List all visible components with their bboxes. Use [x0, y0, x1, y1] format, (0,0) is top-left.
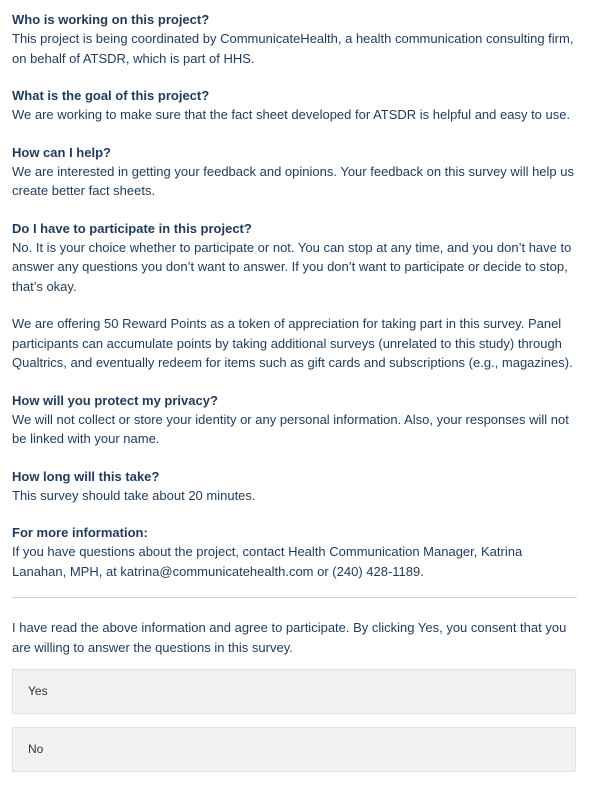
answer-text: This project is being coordinated by CommunicateHealth, a health communication consulting firm, on behalf of ATSDR, which is part of HHS. — [12, 31, 574, 66]
survey-info — [12, 10, 580, 599]
section-duration — [12, 467, 580, 506]
consent-question: I have read the above information and agree to participate. By clicking Yes, you consent that you are willing to answer the questions in this survey. — [12, 620, 567, 655]
section-help — [12, 143, 580, 201]
question-heading: How will you protect my privacy? — [12, 392, 218, 408]
question-heading: Do I have to participate in this project? — [12, 220, 252, 236]
answer-text: No. It is your choice whether to participate or not. You can stop at any time, and you don’t have to answer any questions you don’t want to answer. If you don’t want to participate or decide to stop, that’s okay. — [12, 239, 572, 294]
no-option-label: No — [28, 742, 44, 756]
section-goal — [12, 86, 580, 125]
divider — [12, 597, 577, 598]
yes-option-label: Yes — [28, 684, 48, 698]
question-heading: Who is working on this project? — [12, 12, 210, 27]
answer-text: We are interested in getting your feedback and opinions. Your feedback on this survey will help us create better fact sheets. — [12, 163, 574, 198]
section-who — [12, 10, 580, 68]
section-participate — [12, 219, 580, 373]
answer-text: This survey should take about 20 minutes. — [12, 487, 256, 503]
answer-text: We will not collect or store your identity or any personal information. Also, your responses will not be linked with your name. — [12, 411, 569, 446]
question-heading: How can I help? — [12, 144, 111, 160]
reward-points-text: We are offering 50 Reward Points as a token of appreciation for taking part in this survey. Panel participants can accumulate points by taking additional surveys (unrelated to this study) through Qualtrics, and eventually redeem for items such as gift cards and subscriptions (e.g., magazines). — [12, 316, 573, 370]
question-heading: For more information: — [12, 525, 148, 540]
no-option-button[interactable] — [12, 727, 576, 772]
answer-text: If you have questions about the project, contact Health Communication Manager, Katrina Lanahan, MPH, at katrina@communicatehealth.com or (240) 428-1189. — [12, 544, 523, 579]
section-more-info — [12, 523, 580, 581]
answer-text: We are working to make sure that the fact sheet developed for ATSDR is helpful and easy to use. — [12, 107, 571, 122]
section-privacy — [12, 391, 580, 449]
yes-option-button[interactable] — [12, 669, 576, 714]
question-heading: How long will this take? — [12, 468, 160, 484]
question-heading: What is the goal of this project? — [12, 88, 210, 103]
